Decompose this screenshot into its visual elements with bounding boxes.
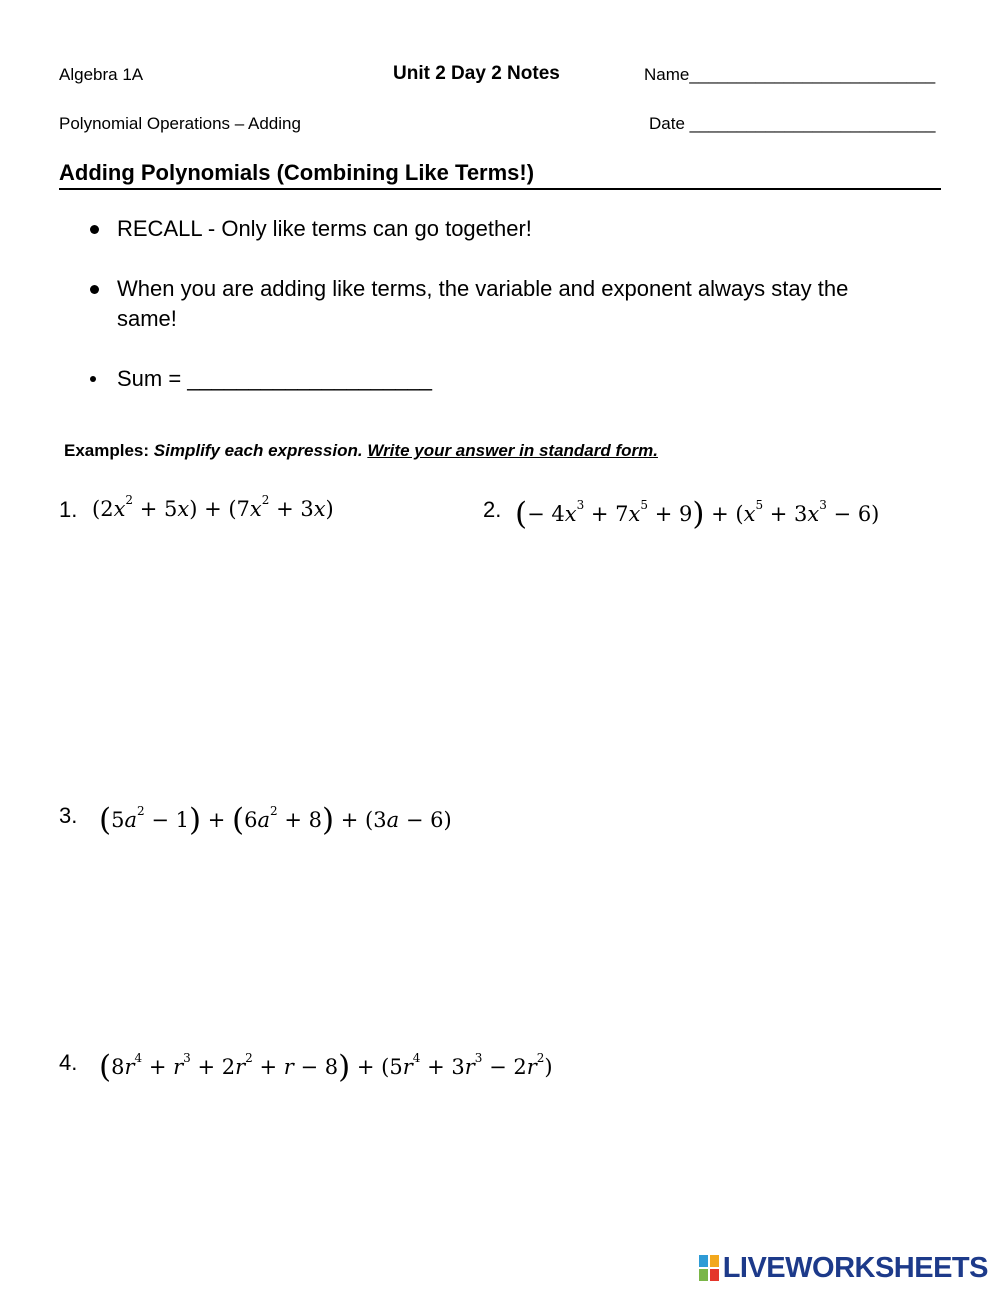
problem-3-number: 3. [59, 803, 78, 828]
problem-2-number: 2. [483, 497, 502, 522]
bullet-icon [90, 285, 99, 294]
course-label: Algebra 1A [59, 65, 144, 84]
problem-1-number: 1. [59, 497, 78, 522]
examples-standard-form: Write your answer in standard form. [367, 441, 658, 460]
page-title: Unit 2 Day 2 Notes [393, 63, 560, 84]
problem-3-expression: $(5a^2 - 1) + (6a^2 + 8) + (3a - 6)$ [99, 802, 452, 838]
problem-4-number: 4. [59, 1050, 78, 1075]
name-field[interactable]: Name__________________________ [644, 65, 936, 84]
examples-instruction: Simplify each expression. [153, 441, 363, 460]
bullet-recall: RECALL - Only like terms can go together! [117, 216, 532, 241]
examples-line [64, 441, 658, 461]
logo-icon [699, 1255, 719, 1281]
section-heading-text: Adding Polynomials (Combining Like Terms!) [59, 160, 535, 185]
examples-label: Examples: [64, 441, 150, 460]
bullet-sum[interactable]: Sum = ____________________ [117, 366, 433, 391]
bullet-like-terms: When you are adding like terms, the variable and exponent always stay the same! [117, 276, 849, 331]
bullet-icon [90, 376, 96, 382]
subtitle: Polynomial Operations – Adding [59, 114, 301, 133]
date-field[interactable]: Date __________________________ [649, 114, 936, 133]
problem-2-expression: (− $4x^3 + 7x^5 + 9) + (x^5 + 3x^3 - 6)$ [515, 496, 880, 532]
problem-4-expression: $(8r^4 + r^3 + 2r^2 + r - 8) + (5r^4 + 3r^3 - 2r^2)$ [99, 1049, 553, 1085]
bullet-icon [90, 225, 99, 234]
logo-text: LIVEWORKSHEETS [722, 1251, 988, 1284]
section-heading [59, 160, 941, 190]
problem-1-expression: $(2x^2 + 5x) + (7x^2 + 3x)$ [92, 493, 334, 521]
liveworksheets-logo [699, 1252, 988, 1284]
